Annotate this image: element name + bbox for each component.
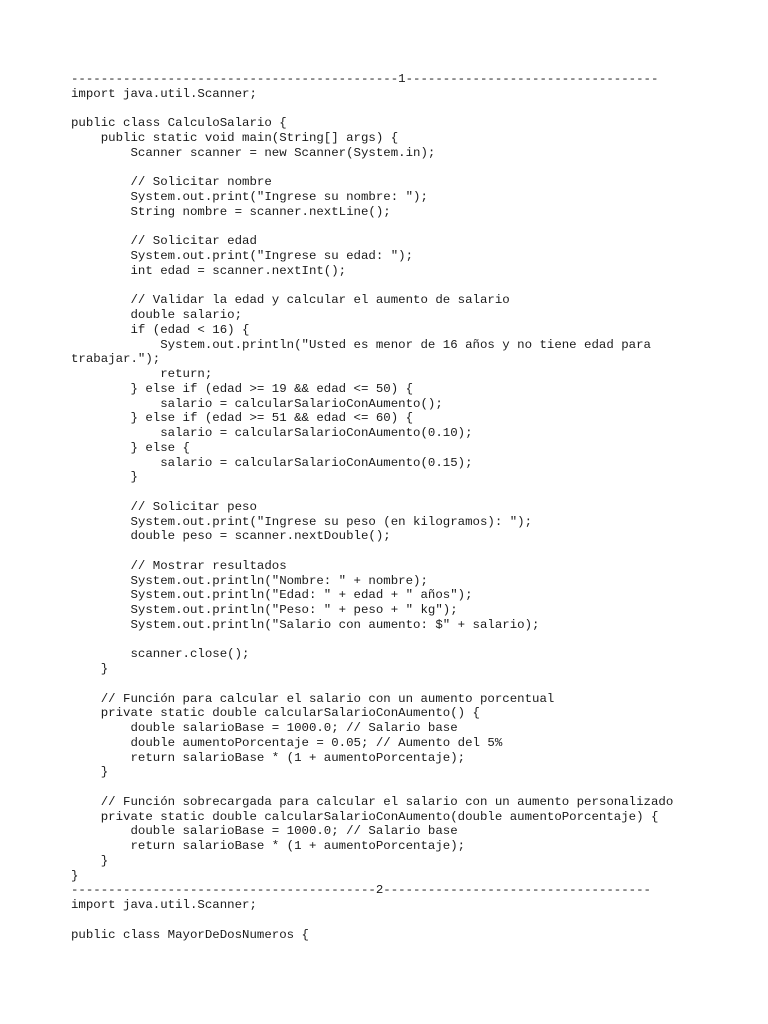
code-line — [71, 544, 751, 559]
code-line: return; — [71, 367, 213, 381]
code-line: } — [71, 868, 79, 883]
code-line: System.out.print("Ingrese su nombre: "); — [71, 190, 428, 204]
code-listing — [71, 72, 751, 942]
code-line: double peso = scanner.nextDouble(); — [71, 529, 391, 544]
code-line — [71, 913, 751, 928]
code-line: double salarioBase = 1000.0; // Salario base — [71, 721, 458, 735]
code-line: salario = calcularSalarioConAumento(0.15); — [71, 455, 473, 470]
code-line — [71, 279, 751, 294]
code-line: if (edad < 16) { — [71, 322, 250, 337]
code-line: scanner.close(); — [71, 647, 250, 662]
code-line: System.out.println("Nombre: " + nombre); — [71, 573, 428, 588]
code-line: // Mostrar resultados — [71, 558, 287, 573]
code-line: } else if (edad >= 51 && edad <= 60) { — [71, 411, 414, 426]
code-line: salario = calcularSalarioConAumento(0.10); — [71, 426, 473, 440]
code-line: import java.util.Scanner; — [71, 86, 257, 101]
code-line: // Solicitar nombre — [71, 175, 272, 190]
code-line: // Función sobrecargada para calcular el salario con un aumento personalizado — [71, 794, 674, 809]
code-line: public class CalculoSalario { — [71, 116, 287, 131]
code-line: } else { — [71, 440, 190, 455]
code-line: return salarioBase * (1 + aumentoPorcentaje); — [71, 839, 466, 853]
code-line — [71, 677, 751, 692]
code-line: } — [71, 470, 138, 485]
code-line: // Solicitar peso — [71, 499, 257, 514]
code-line: int edad = scanner.nextInt(); — [71, 263, 347, 278]
code-line: --------------------------------------------1---------------------------------- — [71, 72, 659, 86]
code-line: -----------------------------------------2------------------------------------ — [71, 883, 651, 898]
code-line: System.out.println("Peso: " + peso + " kg"); — [71, 603, 458, 617]
code-line: // Función para calcular el salario con un aumento porcentual — [71, 691, 555, 706]
code-line: System.out.print("Ingrese su peso (en kilogramos): "); — [71, 514, 533, 529]
code-line — [71, 220, 751, 235]
code-line: salario = calcularSalarioConAumento(); — [71, 396, 443, 411]
code-line: } — [71, 853, 109, 868]
code-line: public class MayorDeDosNumeros { — [71, 927, 309, 942]
code-line: Scanner scanner = new Scanner(System.in); — [71, 145, 436, 160]
code-line — [71, 102, 751, 117]
code-line — [71, 161, 751, 176]
code-line: return salarioBase * (1 + aumentoPorcentaje); — [71, 750, 466, 765]
code-line: double salarioBase = 1000.0; // Salario base — [71, 824, 458, 839]
code-line: double salario; — [71, 308, 243, 322]
code-line: } else if (edad >= 19 && edad <= 50) { — [71, 381, 414, 396]
code-line: System.out.print("Ingrese su edad: "); — [71, 249, 414, 263]
code-line: double aumentoPorcentaje = 0.05; // Aumento del 5% — [71, 735, 503, 750]
code-line: System.out.println("Usted es menor de 16 años y no tiene edad para — [71, 337, 651, 352]
code-line: } — [71, 662, 109, 676]
code-line — [71, 633, 751, 648]
code-line: String nombre = scanner.nextLine(); — [71, 204, 391, 219]
code-line: trabajar."); — [71, 352, 161, 367]
code-line: private static double calcularSalarioConAumento() { — [71, 706, 480, 721]
code-line: private static double calcularSalarioConAumento(double aumentoPorcentaje) { — [71, 809, 659, 824]
code-line: } — [71, 765, 109, 780]
code-line: public static void main(String[] args) { — [71, 131, 399, 145]
code-line — [71, 780, 751, 795]
code-line: // Solicitar edad — [71, 234, 257, 249]
code-line: System.out.println("Salario con aumento: $" + salario); — [71, 617, 540, 632]
code-line: System.out.println("Edad: " + edad + " años"); — [71, 588, 473, 603]
code-line: // Validar la edad y calcular el aumento de salario — [71, 293, 510, 308]
code-line: import java.util.Scanner; — [71, 898, 257, 912]
code-line — [71, 485, 751, 500]
